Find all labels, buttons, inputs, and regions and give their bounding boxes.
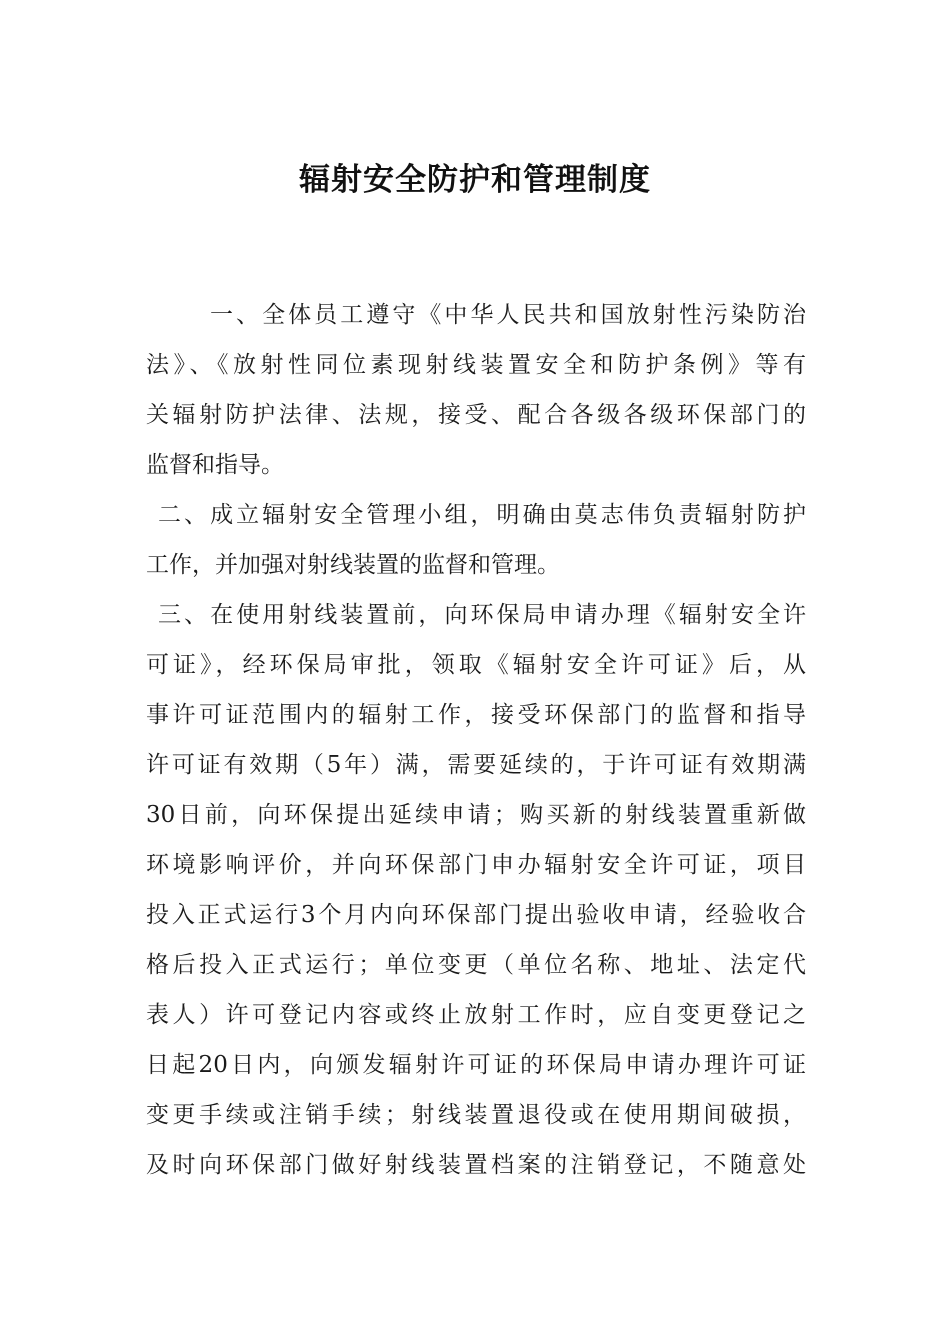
- paragraph-3-line-3: 事许可证范围内的辐射工作，接受环保部门的监督和指导: [146, 702, 806, 728]
- paragraph-1-line-4: 监督和指导。: [146, 452, 284, 478]
- paragraph-2-line-2: 工作，并加强对射线装置的监督和管理。: [146, 552, 560, 578]
- paragraph-1-line-1: 一、全体员工遵守《中华人民共和国放射性污染防治: [210, 302, 806, 328]
- paragraph-3-line-11: 变更手续或注销手续；射线装置退役或在使用期间破损，: [146, 1102, 806, 1128]
- paragraph-2-line-1: 二、成立辐射安全管理小组，明确由莫志伟负责辐射防护: [158, 502, 806, 528]
- paragraph-3-line-2: 可证》，经环保局审批，领取《辐射安全许可证》后，从: [146, 652, 806, 678]
- paragraph-3-line-5: 30日前，向环保提出延续申请；购买新的射线装置重新做: [146, 802, 806, 828]
- paragraph-3-line-7: 投入正式运行3个月内向环保部门提出验收申请，经验收合: [146, 902, 806, 928]
- paragraph-3-line-6: 环境影响评价，并向环保部门申办辐射安全许可证，项目: [146, 852, 806, 878]
- paragraph-3-line-8: 格后投入正式运行；单位变更（单位名称、地址、法定代: [146, 952, 806, 978]
- paragraph-3-line-1: 三、在使用射线装置前，向环保局申请办理《辐射安全许: [158, 602, 806, 628]
- paragraph-3-line-10: 日起20日内，向颁发辐射许可证的环保局申请办理许可证: [146, 1052, 806, 1078]
- paragraph-3-line-4: 许可证有效期（5年）满，需要延续的，于许可证有效期满: [146, 752, 806, 778]
- document-title: 辐射安全防护和管理制度: [299, 162, 651, 198]
- paragraph-1-line-2: 法》、《放射性同位素现射线装置安全和防护条例》等有: [146, 352, 806, 378]
- paragraph-1-line-3: 关辐射防护法律、法规，接受、配合各级各级环保部门的: [146, 402, 806, 428]
- paragraph-3-line-12: 及时向环保部门做好射线装置档案的注销登记，不随意处: [146, 1152, 806, 1178]
- paragraph-3-line-9: 表人）许可登记内容或终止放射工作时，应自变更登记之: [146, 1002, 806, 1028]
